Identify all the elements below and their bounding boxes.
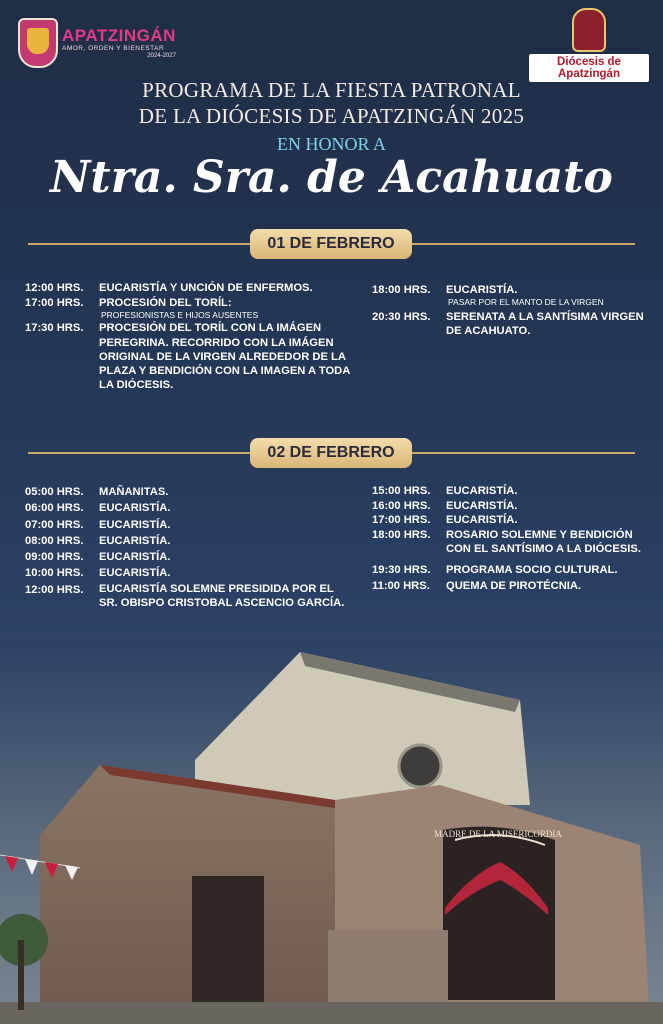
event-desc: EUCARISTÍA Y UNCIÓN DE ENFERMOS. xyxy=(99,282,313,294)
schedule-item xyxy=(25,321,355,392)
schedule-item xyxy=(372,528,652,557)
event-desc: EUCARISTÍA. xyxy=(99,567,171,580)
event-desc: EUCARISTÍA. xyxy=(99,518,171,531)
event-time: 10:00 HRS. xyxy=(25,567,84,580)
event-time: 06:00 HRS. xyxy=(25,502,84,515)
event-time: 16:00 HRS. xyxy=(372,499,431,512)
schedule-item xyxy=(372,563,652,578)
municipio-years: 2024-2027 xyxy=(147,52,176,59)
schedule-item xyxy=(25,500,345,516)
date-badge-day2: 02 DE FEBRERO xyxy=(250,438,412,468)
event-time: 05:00 HRS. xyxy=(25,486,84,498)
schedule-item xyxy=(372,513,652,528)
schedule-item xyxy=(25,281,355,295)
honor-label: EN HONOR A xyxy=(276,134,386,154)
event-time: 18:00 HRS. xyxy=(372,284,431,296)
divider-line xyxy=(412,243,635,245)
schedule-item xyxy=(25,565,345,581)
title-line-1: PROGRAMA DE LA FIESTA PATRONAL xyxy=(142,78,521,102)
header xyxy=(0,0,663,80)
event-desc: EUCARISTÍA. xyxy=(99,551,171,564)
event-time: 17:00 HRS. xyxy=(25,297,84,310)
event-desc: SERENATA A LA SANTÍSIMA VIRGEN DE ACAHUATO. xyxy=(446,311,644,338)
schedule-item xyxy=(372,484,652,499)
event-note: PROFESIONISTAS E HIJOS AUSENTES xyxy=(101,310,259,321)
divider-line xyxy=(412,452,635,454)
event-desc: EUCARISTÍA. xyxy=(446,499,518,512)
door-banner-text: MADRE DE LA MISERICORDIA xyxy=(434,829,562,839)
event-time: 11:00 HRS. xyxy=(372,579,430,592)
date-divider-day2 xyxy=(28,438,635,468)
event-desc: PROCESIÓN DEL TORÍL: xyxy=(99,297,232,310)
event-time: 12:00 HRS. xyxy=(25,583,84,596)
diocesis-label: Diócesis de Apatzingán xyxy=(529,54,649,82)
event-time: 18:00 HRS. xyxy=(372,528,431,541)
municipal-shield-icon xyxy=(18,18,58,68)
divider-line xyxy=(28,452,250,454)
event-time: 17:00 HRS. xyxy=(372,514,431,527)
event-desc: MAÑANITAS. xyxy=(99,486,169,498)
event-desc: ROSARIO SOLEMNE Y BENDICIÓN CON EL SANTÍSIMO A LA DIÓCESIS. xyxy=(446,528,641,556)
event-desc: EUCARISTÍA. xyxy=(99,502,171,515)
day2-left-column xyxy=(25,484,345,611)
event-desc: PROGRAMA SOCIO CULTURAL. xyxy=(446,563,618,576)
event-desc: PROCESIÓN DEL TORÍL CON LA IMÁGEN PEREGRINA. RECORRIDO CON LA IMÁGEN ORIGINAL DE LA VIRGEN ALREDEDOR DE LA PLAZA Y BENDICIÓN CON LA IMAGEN A TODA LA DIÓCESIS. xyxy=(99,322,350,392)
event-note: PASAR POR EL MANTO DE LA VIRGEN xyxy=(448,297,604,308)
church-nave xyxy=(40,765,335,1024)
schedule-item xyxy=(25,549,345,565)
event-desc: EUCARISTÍA. xyxy=(99,534,171,547)
schedule-item xyxy=(25,582,345,611)
apatzingan-logo xyxy=(18,18,176,68)
schedule-item xyxy=(25,484,345,500)
schedule-item xyxy=(25,533,345,549)
main-door xyxy=(443,827,555,1000)
event-desc: EUCARISTÍA SOLEMNE PRESIDIDA POR EL SR. OBISPO CRISTOBAL ASCENCIO GARCÍA. xyxy=(99,582,345,610)
event-desc: EUCARISTÍA. xyxy=(446,514,518,527)
schedule-item xyxy=(372,579,652,594)
event-desc: EUCARISTÍA. xyxy=(446,284,518,296)
event-time: 07:00 HRS. xyxy=(25,518,84,531)
event-desc: QUEMA DE PIROTÉCNIA. xyxy=(446,579,582,592)
municipio-slogan: AMOR, ORDEN Y BIENESTAR xyxy=(62,44,165,52)
municipio-text xyxy=(62,27,176,60)
schedule-item xyxy=(372,283,652,307)
diocesis-crest-icon xyxy=(572,8,606,52)
day1-left-column xyxy=(25,281,355,392)
day1-right-column xyxy=(372,283,652,339)
divider-line xyxy=(28,243,250,245)
date-badge-day1: 01 DE FEBRERO xyxy=(250,229,412,259)
diocesis-logo xyxy=(529,8,649,82)
rose-window-icon xyxy=(399,745,441,787)
schedule-item xyxy=(372,499,652,514)
event-time: 15:00 HRS. xyxy=(372,485,431,497)
event-desc: EUCARISTÍA. xyxy=(446,485,518,497)
event-time: 08:00 HRS. xyxy=(25,534,84,547)
schedule-item xyxy=(25,296,355,320)
title-line-2: DE LA DIÓCESIS DE APATZINGÁN 2025 xyxy=(138,104,525,128)
event-time: 17:30 HRS. xyxy=(25,322,84,335)
municipio-name: APATZINGÁN xyxy=(62,25,176,45)
day2-right-column xyxy=(372,484,652,593)
event-time: 19:30 HRS. xyxy=(372,563,431,576)
virgin-name: Ntra. Sra. de Acahuato xyxy=(50,152,613,203)
event-time: 12:00 HRS. xyxy=(25,282,84,294)
church-photo xyxy=(0,640,663,1024)
event-time: 09:00 HRS. xyxy=(25,551,84,564)
date-divider-day1 xyxy=(28,229,635,259)
schedule-item xyxy=(372,310,652,338)
event-time: 20:30 HRS. xyxy=(372,311,431,324)
schedule-item xyxy=(25,517,345,533)
